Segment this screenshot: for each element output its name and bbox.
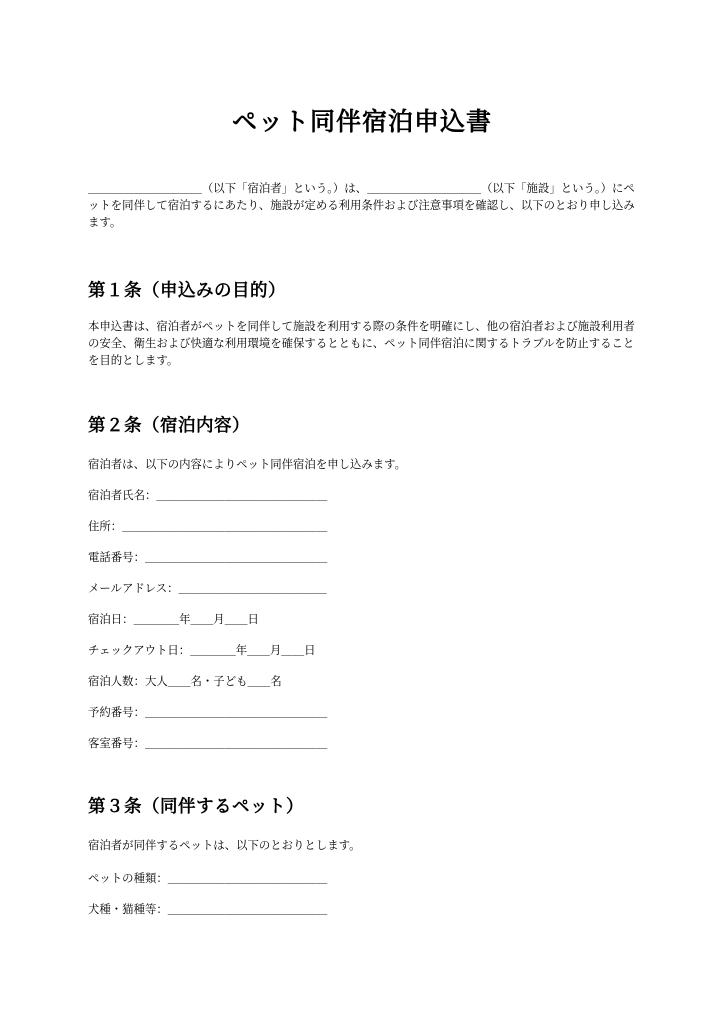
article-1-heading: 第１条（申込みの目的） xyxy=(88,281,286,301)
field-breed: 犬種・猫種等：＿＿＿＿＿＿＿＿＿＿＿＿＿＿ xyxy=(88,902,328,916)
article-3-heading: 第３条（同伴するペット） xyxy=(88,797,304,817)
field-checkout-date: チェックアウト日：＿＿＿＿年＿＿月＿＿日 xyxy=(88,643,316,657)
field-pet-type: ペットの種類：＿＿＿＿＿＿＿＿＿＿＿＿＿＿ xyxy=(88,871,328,885)
article-2-heading: 第２条（宿泊内容） xyxy=(88,416,250,436)
field-room-number: 客室番号：＿＿＿＿＿＿＿＿＿＿＿＿＿＿＿＿ xyxy=(88,736,328,750)
field-email: メールアドレス：＿＿＿＿＿＿＿＿＿＿＿＿＿ xyxy=(88,581,327,595)
field-phone: 電話番号：＿＿＿＿＿＿＿＿＿＿＿＿＿＿＿＿ xyxy=(88,550,328,564)
article-1-body: 本申込書は、宿泊者がペットを同伴して施設を利用する際の条件を明確にし、他の宿泊者および施設利用者の安全、衛生および快適な利用環境を確保するとともに、ペット同伴宿泊に関するトラブルを防止することを目的とします。 xyxy=(88,319,635,367)
field-stay-date: 宿泊日：＿＿＿＿年＿＿月＿＿日 xyxy=(88,612,259,626)
field-guest-name: 宿泊者氏名：＿＿＿＿＿＿＿＿＿＿＿＿＿＿＿ xyxy=(88,488,328,502)
field-address: 住所：＿＿＿＿＿＿＿＿＿＿＿＿＿＿＿＿＿＿ xyxy=(88,519,328,533)
field-guest-count: 宿泊人数：大人＿＿名・子ども＿＿名 xyxy=(88,674,282,688)
document-title: ペット同伴宿泊申込書 xyxy=(231,107,492,136)
field-reservation-number: 予約番号：＿＿＿＿＿＿＿＿＿＿＿＿＿＿＿＿ xyxy=(88,705,328,719)
article-2-lead: 宿泊者は、以下の内容によりペット同伴宿泊を申し込みます。 xyxy=(88,457,407,471)
intro-paragraph: ＿＿＿＿＿＿＿＿＿＿（以下「宿泊者」という。）は、＿＿＿＿＿＿＿＿＿＿（以下「施設」という。）にペットを同伴して宿泊するにあたり、施設が定める利用条件および注意事項を確認し、以下のとおり申し込みます。 xyxy=(88,181,635,229)
article-3-lead: 宿泊者が同伴するペットは、以下のとおりとします。 xyxy=(88,838,361,852)
